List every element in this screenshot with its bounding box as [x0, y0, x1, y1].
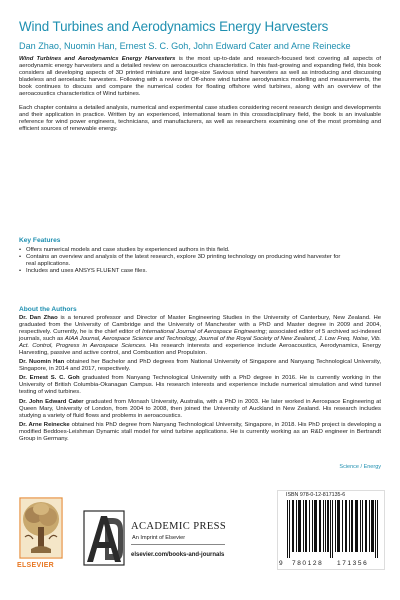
- elsevier-wordmark: ELSEVIER: [17, 562, 55, 569]
- description-paragraph-2: Each chapter contains a detailed analysis, numerical and experimental case studies considering recent research design and developments and their application in practice. Written by an experienced, international team in this crossdisciplinary field, the book is an invaluable reference for wind power engineers, technicians, and manufacturers, as well as researchers examining one of the most promising and efficient sources of renewable energy.: [19, 105, 381, 133]
- author-list: Dan Zhao, Nuomin Han, Ernest S. C. Goh, John Edward Cater and Arne Reinecke: [19, 41, 351, 51]
- barcode-digits-right: 171356: [337, 560, 369, 567]
- description-text-1: is the most up-to-date and research-focused text covering all aspects of aerodynamic energy harvesters and a detailed review on aeroacoustics characteristics. In this fast-growing and expanding field, this book considers all developing aspects of 3D printed miniature and large-size Savious wind harvesters as well as introducing and discussing bladeless and aeroelastic harvesters. Following with a review of Off-shore wind turbine aerodynamics modelling and measurements, the book continues to discuss and compare the numerical codes for floating offshore wind turbines, along with an overview of the aeroacoustics characteristics of Wind turbines.: [19, 56, 381, 98]
- key-features-heading: Key Features: [19, 237, 61, 244]
- key-feature-item: • Includes and uses ANSYS FLUENT case files.: [19, 268, 148, 275]
- divider: [131, 544, 225, 545]
- publisher-footer: [0, 478, 400, 600]
- barcode-digits-left: 780128: [292, 560, 324, 567]
- key-features-list: [19, 247, 349, 275]
- about-authors-heading: About the Authors: [19, 306, 77, 313]
- key-feature-item: • Offers numerical models and case studies by experienced authors in this field.: [19, 247, 230, 253]
- bullet-icon: •: [19, 254, 22, 261]
- title-block: [0, 0, 400, 52]
- key-feature-item: • Contains an overview and analysis of the latest research, explore 3D printing technology on producing wind harvester for real applications.: [19, 254, 341, 268]
- description: [19, 56, 381, 133]
- bullet-icon: •: [19, 268, 22, 275]
- elsevier-tree-logo-icon: [19, 497, 63, 559]
- publisher-website[interactable]: elsevier.com/books-and-journals: [131, 552, 225, 558]
- author-bio-han: Dr. Nuomin Han obtained her Bachelor and PhD degrees from National University of Singapore and Nanyang Technological University, Singapore, in 2014 and 2017, respectively.: [19, 359, 382, 373]
- author-bio-goh: Dr. Ernest S. C. Goh graduated from Nanyang Technological University with a PhD degree in 2016. He is currently working in the University of British Columbia-Okanagan Campus. His research interests and experience include numerical simulation and wind tunnel testing of wind turbines.: [19, 375, 381, 396]
- publisher-name: ACADEMIC PRESS: [131, 521, 227, 532]
- author-bio-reinecke: Dr. Arne Reinecke obtained his PhD degree from Nanyang Technological University, Singapore, in 2018. His PhD project is developing a modified Beddoes-Leishman Dynamic stall model for wind turbine applications. He is currently working as an R&D engineer in Bertrandt Group in Germany.: [19, 421, 381, 442]
- barcode-digit-first: 9: [279, 560, 283, 567]
- isbn-label: ISBN 978-0-12-817135-6: [286, 492, 346, 498]
- description-paragraph-1: [19, 56, 381, 98]
- subject-category: Science / Energy: [339, 464, 381, 470]
- description-title: Wind Turbines and Aerodynamics Energy Harvesters: [19, 56, 176, 62]
- author-bio-zhao: Dr. Dan Zhao is a tenured professor and Director of Master Engineering Studies in the University of Canterbury, New Zealand. He graduated from the University of Cambridge and the University of Manchester with a PhD and Master degree in 2009 and 2004, respectively. Currently, he is the chief editor of International Journal of Aerospace Engineering; associated editor of 5 archived sci-indexed journals, such as AIAA Journal, Aerospace Science and Technology, Journal of the Royal Society of New Zealand, J. Low Freq. Noise, Vib. Act. Control, Progress in Aerospace Sciences. His research interests and experience include Aeroacoustics, Aerodynamics, Energy Harvesting, passive and active control, and Combustion and Propulsion.: [19, 315, 382, 357]
- imprint-line: An Imprint of Elsevier: [132, 535, 186, 541]
- book-title: Wind Turbines and Aerodynamics Energy Harvesters: [19, 19, 329, 34]
- academic-press-logo-icon: [83, 510, 125, 566]
- author-bio-cater: Dr. John Edward Cater graduated from Monash University, Australia, with a PhD in 2003. He later worked in Aerospace Engineering at Queen Mary, University of London, from 2004 to 2008, then joined the University of Auckland in New Zealand. His research includes studying a variety of fluid flows and problems in aeroacoustics.: [19, 398, 381, 419]
- barcode-icon: [279, 500, 383, 558]
- about-authors: [19, 315, 381, 445]
- bullet-icon: •: [19, 247, 22, 253]
